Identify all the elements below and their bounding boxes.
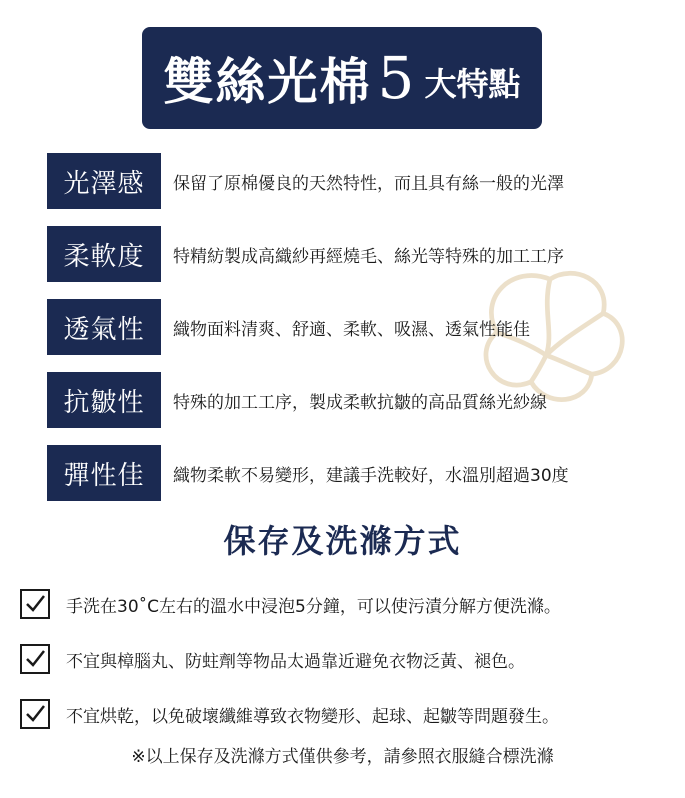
care-item <box>20 695 680 733</box>
care-item-text: 手洗在30˚C左右的溫水中浸泡5分鐘，可以使污漬分解方便洗滌。 <box>66 596 561 617</box>
feature-label: 透氣性 <box>47 299 161 355</box>
banner-number: 5 <box>377 44 415 112</box>
feature-description: 保留了原棉優良的天然特性，而且具有絲一般的光澤 <box>173 173 564 194</box>
feature-label: 抗皺性 <box>47 372 161 428</box>
feature-label: 彈性佳 <box>47 445 161 501</box>
care-section-title: 保存及洗滌方式 <box>223 522 462 560</box>
title-banner <box>142 27 542 129</box>
care-item <box>20 640 680 678</box>
feature-description: 特精紡製成高織紗再經燒毛、絲光等特殊的加工工序 <box>173 246 564 267</box>
feature-description: 特殊的加工工序，製成柔軟抗皺的高品質絲光紗線 <box>173 392 547 413</box>
feature-row <box>47 299 667 355</box>
feature-description: 織物面料清爽、舒適、柔軟、吸濕、透氣性能佳 <box>173 319 530 340</box>
care-item <box>20 585 680 623</box>
care-instructions-list <box>20 585 680 750</box>
care-item-text: 不宜與樟腦丸、防蛀劑等物品太過靠近避免衣物泛黃、褪色。 <box>66 651 525 672</box>
features-list <box>47 153 667 518</box>
feature-row <box>47 153 667 209</box>
feature-label: 柔軟度 <box>47 226 161 282</box>
checked-box-icon <box>20 644 50 674</box>
feature-row <box>47 445 667 501</box>
banner-title-suffix: 大特點 <box>424 65 521 103</box>
feature-row <box>47 226 667 282</box>
feature-label: 光澤感 <box>47 153 161 209</box>
checked-box-icon <box>20 589 50 619</box>
feature-description: 織物柔軟不易變形，建議手洗較好，水溫別超過30度 <box>173 465 569 486</box>
banner-title-prefix: 雙絲光棉 <box>163 53 372 111</box>
care-item-text: 不宜烘乾，以免破壞纖維導致衣物變形、起球、起皺等問題發生。 <box>66 706 559 727</box>
care-note: ※以上保存及洗滌方式僅供參考，請參照衣服縫合標洗滌 <box>131 747 554 767</box>
checked-box-icon <box>20 699 50 729</box>
feature-row <box>47 372 667 428</box>
